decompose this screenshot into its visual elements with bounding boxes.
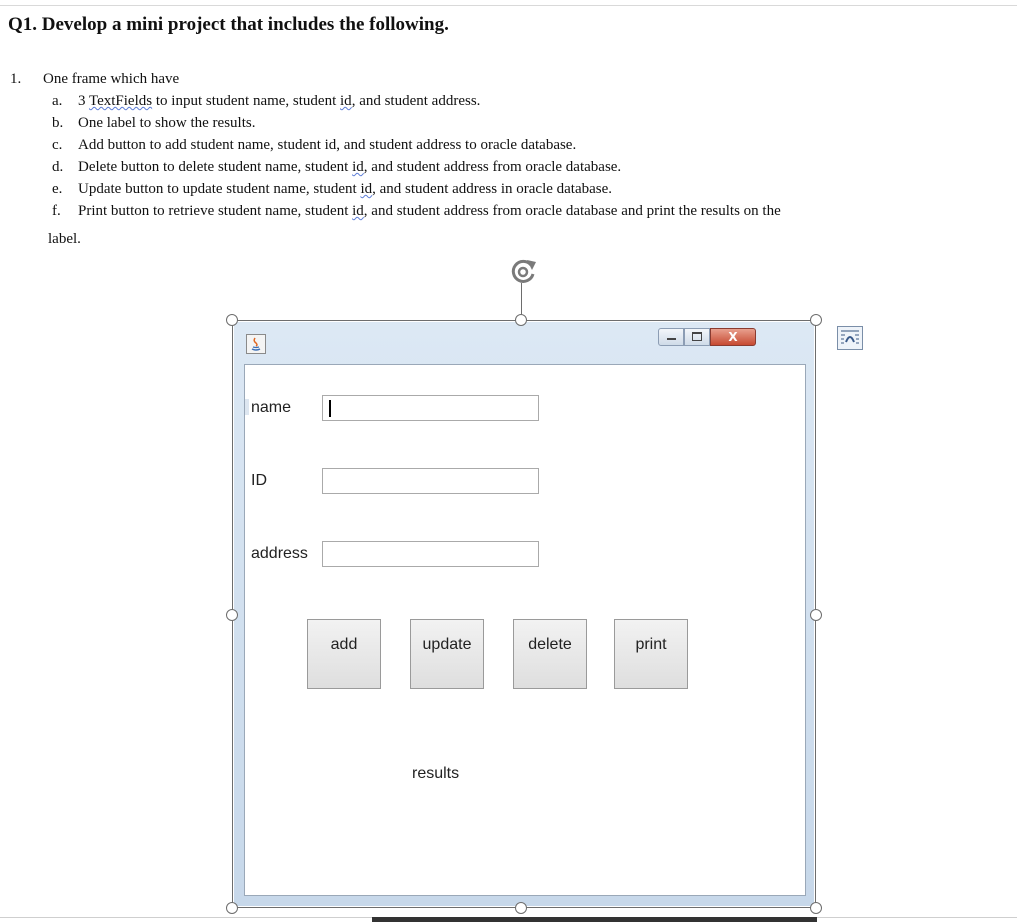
subitem-f-continuation: label. [48,231,81,247]
spellcheck-word[interactable]: id [352,203,364,219]
spellcheck-word[interactable]: id [360,181,373,197]
question-title: Q1. Develop a mini project that includes the following. [8,14,449,35]
resize-handle-top-right[interactable] [810,314,822,326]
spellcheck-word[interactable]: id [340,93,352,109]
add-button[interactable]: add [307,619,381,689]
resize-handle-bottom-left[interactable] [226,902,238,914]
resize-handle-top-left[interactable] [226,314,238,326]
list-item-heading: One frame which have [43,71,180,87]
id-label: ID [251,472,267,489]
page-top-rule [0,5,1017,6]
spellcheck-word[interactable]: TextFields [88,93,153,109]
resize-handle-right[interactable] [810,609,822,621]
rotate-handle-icon[interactable] [505,254,541,290]
scroll-shadow-bar [372,917,817,922]
print-button[interactable]: print [614,619,688,689]
name-label: name [251,399,292,416]
list-number: 1. [10,71,22,87]
results-label: results [412,765,460,782]
resize-handle-bottom[interactable] [515,902,527,914]
image-selection-border [232,320,816,908]
resize-handle-bottom-right[interactable] [810,902,822,914]
resize-handle-left[interactable] [226,609,238,621]
update-button[interactable]: update [410,619,484,689]
delete-button[interactable]: delete [513,619,587,689]
layout-options-icon[interactable] [837,326,863,350]
address-label: address [251,545,308,562]
spellcheck-word[interactable]: id [352,159,364,175]
close-button[interactable]: X [710,328,756,346]
resize-handle-top[interactable] [515,314,527,326]
